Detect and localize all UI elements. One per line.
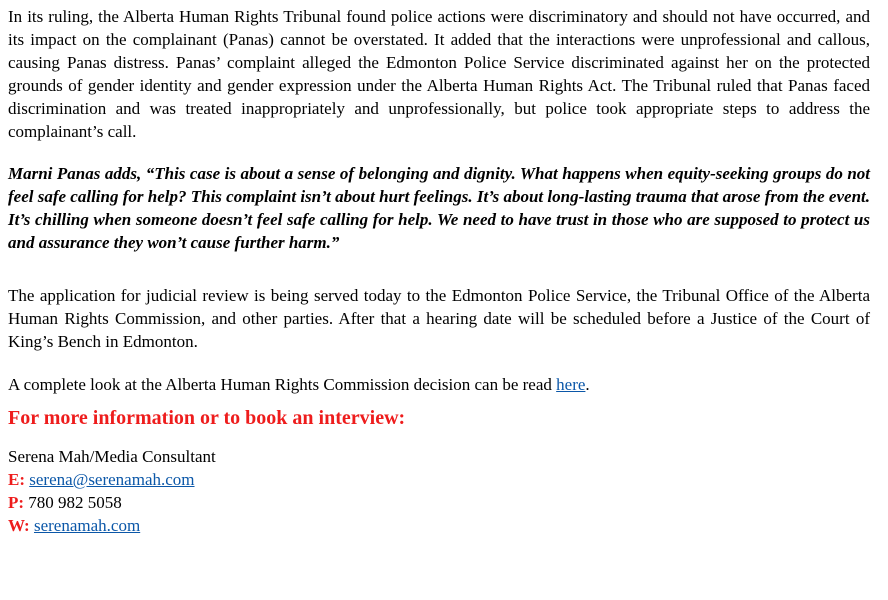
email-link[interactable]: serena@serenamah.com — [29, 470, 195, 489]
decision-paragraph — [8, 373, 870, 396]
ruling-paragraph: In its ruling, the Alberta Human Rights Tribunal found police actions were discriminatory and should not have occurred, and its impact on the complainant (Panas) cannot be overstated. It added that the interactions were unprofessional and callous, causing Panas distress. Panas’ complaint alleged the Edmonton Police Service discriminated against her on the protected grounds of gender identity and gender expression under the Alberta Human Rights Act. The Tribunal ruled that Panas faced discrimination and was treated inappropriately and unprofessionally, but police took appropriate steps to address the complainant’s call. — [8, 7, 870, 141]
decision-text: A complete look at the Alberta Human Rights Commission decision can be read — [8, 375, 557, 394]
email-label: E: — [8, 470, 25, 489]
judicial-review-paragraph: The application for judicial review is being served today to the Edmonton Police Service, the Tribunal Office of the Alberta Human Rights Commission, and other parties. After that a hearing date will be scheduled before a Justice of the Court of King’s Bench in Edmonton. — [8, 286, 870, 351]
website-link[interactable]: serenamah.com — [33, 516, 141, 535]
contact-web-line — [8, 514, 870, 537]
more-info-heading: For more information or to book an interview: — [8, 407, 406, 429]
web-label: W: — [8, 516, 30, 535]
contact-block — [8, 445, 870, 537]
decision-here-link[interactable]: here — [556, 375, 586, 394]
decision-period: . — [585, 375, 590, 394]
phone-number: 780 982 5058 — [28, 493, 122, 512]
phone-label: P: — [8, 493, 25, 512]
quote-paragraph: Marni Panas adds, “This case is about a sense of belonging and dignity. What happens when equity-seeking groups do not feel safe calling for help? This complaint isn’t about hurt feelings. It’s about long-lasting trauma that arose from the event. It’s chilling when someone doesn’t feel safe calling for help. We need to have trust in those who are supposed to protect us and assurance they won’t cause further harm.” — [8, 164, 870, 252]
contact-email-line — [8, 468, 870, 491]
contact-phone-line — [8, 491, 870, 514]
contact-name: Serena Mah/Media Consultant — [8, 447, 216, 466]
